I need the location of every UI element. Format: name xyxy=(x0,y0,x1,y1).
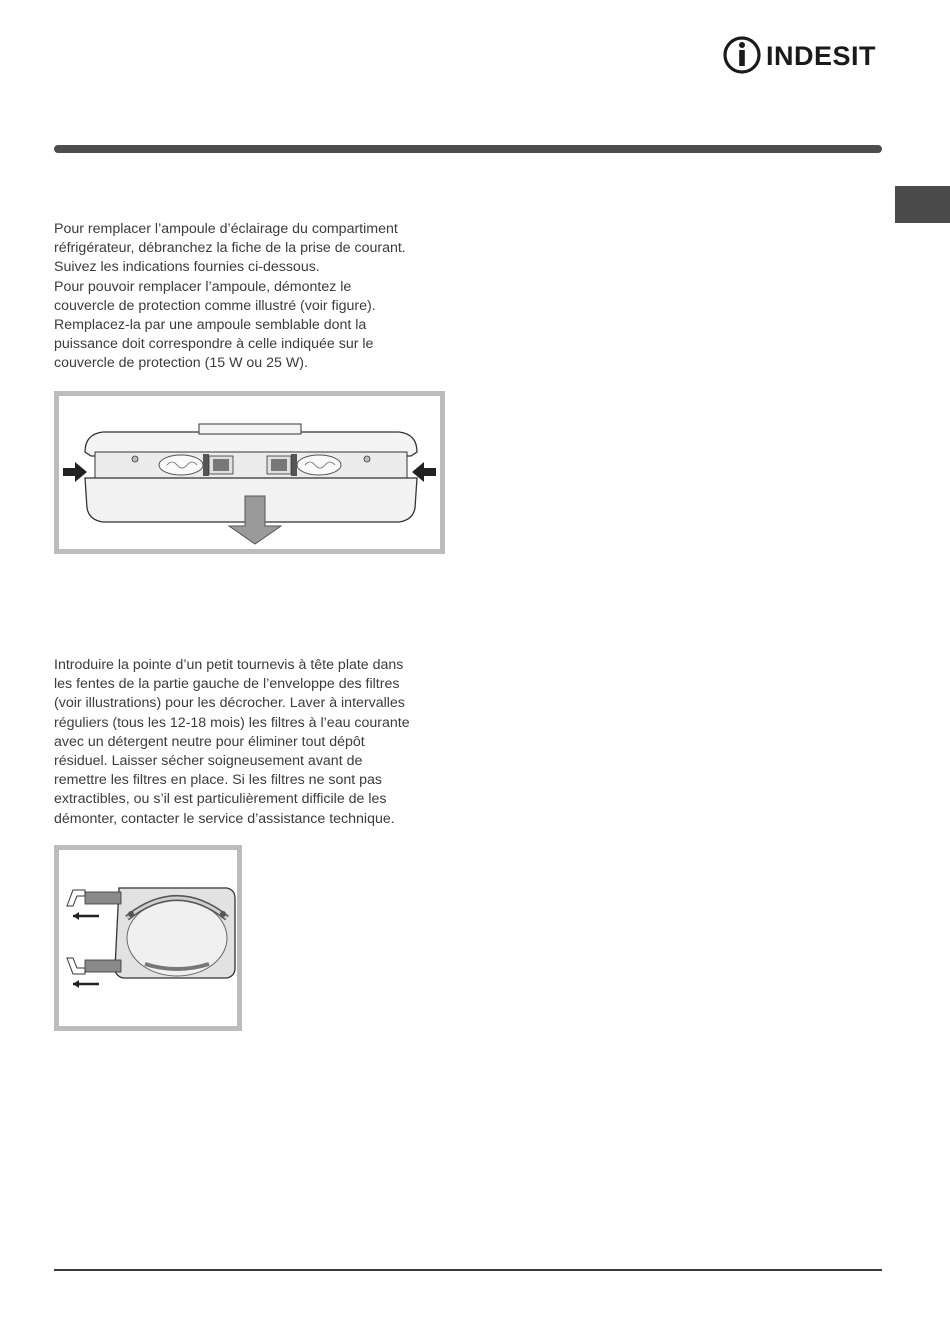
text-line: démonter, contacter le service d’assistance technique. xyxy=(54,810,395,827)
text-line: remettre les filtres en place. Si les filtres ne sont pas xyxy=(54,772,383,789)
text-line: Pour remplacer l’ampoule d’éclairage du compartiment xyxy=(54,221,398,237)
lamp-replacement-paragraph xyxy=(54,220,406,374)
lamp-cover-figure xyxy=(54,391,445,554)
text-line: avec un détergent neutre pour éliminer tout dépôt xyxy=(54,733,365,750)
text-line: couvercle de protection comme illustré (voir figure). xyxy=(54,297,376,314)
text-line: résiduel. Laisser sécher soigneusement avant de xyxy=(54,753,363,770)
text-line: les fentes de la partie gauche de l’enveloppe des filtres xyxy=(54,676,400,693)
filter-cleaning-paragraph xyxy=(54,656,410,829)
text-line: Remplacez-la par une ampoule semblable dont la xyxy=(54,317,367,334)
header-rule xyxy=(54,145,882,153)
text-line: couvercle de protection (15 W ou 25 W). xyxy=(54,355,308,372)
text-line: (voir illustrations) pour les décrocher. Laver à intervalles xyxy=(54,695,405,712)
text-line: réfrigérateur, débranchez la fiche de la prise de courant. xyxy=(54,240,406,257)
lamp-cover-removal-illustration xyxy=(59,396,440,549)
text-line: Suivez les indications fournies ci-dessous. xyxy=(54,259,320,276)
section-tab-marker xyxy=(895,186,950,223)
footer-rule xyxy=(54,1269,882,1271)
indesit-logo xyxy=(722,34,882,78)
indesit-i-circle-icon xyxy=(722,34,766,78)
filter-housing-removal-illustration xyxy=(59,850,237,1026)
text-line: Introduire la pointe d’un petit tournevis à tête plate dans xyxy=(54,657,404,673)
text-line: Pour pouvoir remplacer l’ampoule, démontez le xyxy=(54,278,352,295)
text-line: puissance doit correspondre à celle indiquée sur le xyxy=(54,336,374,353)
text-line: extractibles, ou s’il est particulièrement difficile de les xyxy=(54,791,387,808)
text-line: réguliers (tous les 12-18 mois) les filtres à l’eau courante xyxy=(54,714,410,731)
filter-housing-figure xyxy=(54,845,242,1031)
brand-name: INDESIT xyxy=(766,41,877,71)
